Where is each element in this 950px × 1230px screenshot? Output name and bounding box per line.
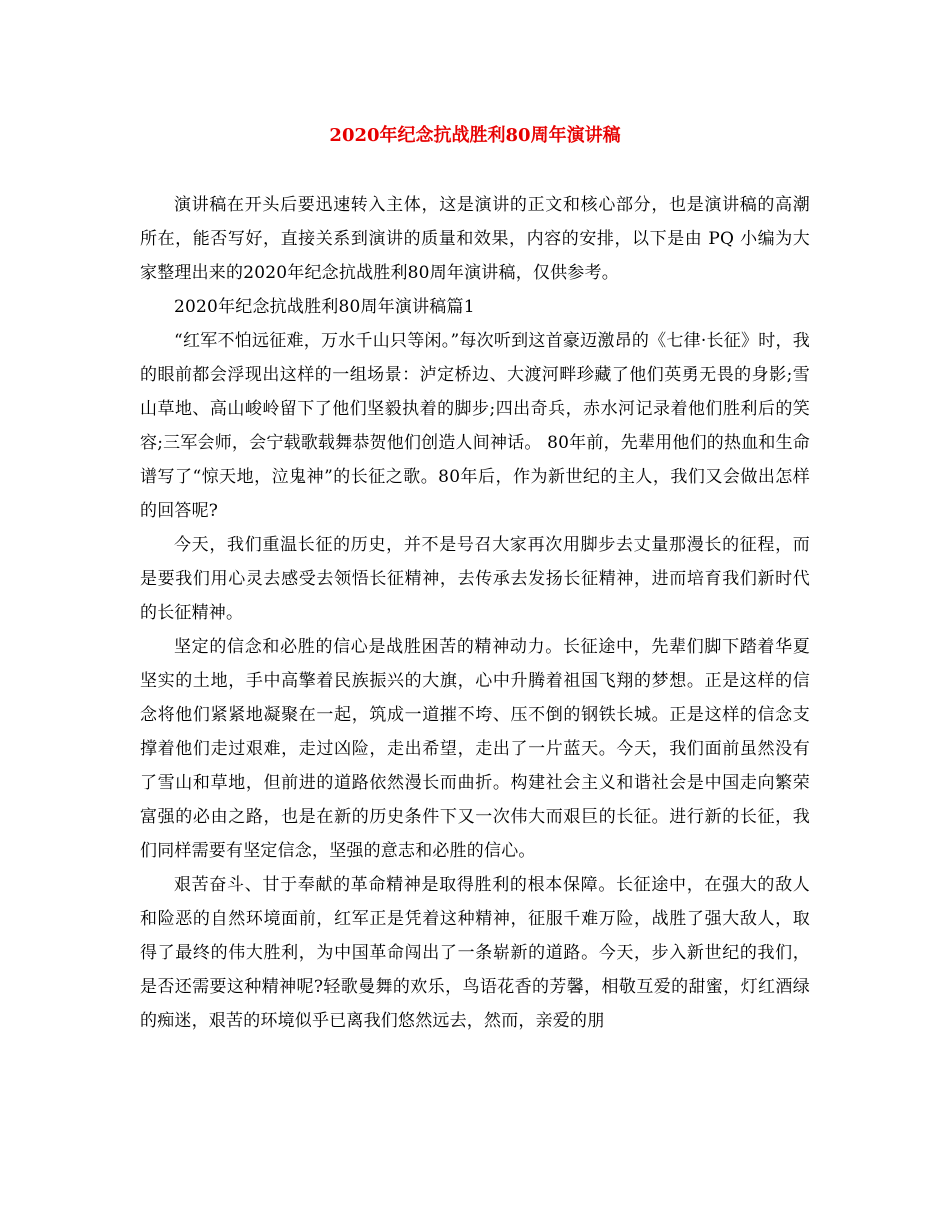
section-heading: 2020年纪念抗战胜利80周年演讲稿篇1 (174, 297, 475, 317)
body-paragraph: “红军不怕远征难，万水千山只等闲。”每次听到这首豪迈激昂的《七律·长征》时，我的眼前都会浮现出这样的一组场景：泸定桥边、大渡河畔珍藏了他们英勇无畏的身影;雪山草地、高山峻岭留下了他们坚毅执着的脚步;四出奇兵，赤水河记录着他们胜利后的笑容;三军会师，会宁载歌载舞恭贺他们创造人间神话。 80年前，先辈用他们的热血和生命谱写了“惊天地，泣鬼神”的长征之歌。80年后，作为新世纪的主人，我们又会做出怎样的回答呢? (140, 331, 810, 521)
document-body (140, 188, 810, 1038)
body-paragraph: 坚定的信念和必胜的信心是战胜困苦的精神动力。长征途中，先辈们脚下踏着华夏坚实的土地，手中高擎着民族振兴的大旗，心中升腾着祖国飞翔的梦想。正是这样的信念将他们紧紧地凝聚在一起，筑成一道摧不垮、压不倒的钢铁长城。正是这样的信念支撑着他们走过艰难，走过凶险，走出希望，走出了一片蓝天。今天，我们面前虽然没有了雪山和草地，但前进的道路依然漫长而曲折。构建社会主义和谐社会是中国走向繁荣富强的必由之路，也是在新的历史条件下又一次伟大而艰巨的长征。进行新的长征，我们同样需要有坚定信念，坚强的意志和必胜的信心。 (140, 637, 810, 861)
body-paragraph: 今天，我们重温长征的历史，并不是号召大家再次用脚步去丈量那漫长的征程，而是要我们用心灵去感受去领悟长征精神，去传承去发扬长征精神，进而培育我们新时代的长征精神。 (140, 535, 810, 623)
document-title: 2020年纪念抗战胜利80周年演讲稿 (329, 125, 621, 146)
body-paragraph: 演讲稿在开头后要迅速转入主体，这是演讲的正文和核心部分，也是演讲稿的高潮所在，能否写好，直接关系到演讲的质量和效果，内容的安排，以下是由 PQ 小编为大家整理出来的2020年纪念抗战胜利80周年演讲稿，仅供参考。 (140, 195, 810, 283)
body-paragraph: 艰苦奋斗、甘于奉献的革命精神是取得胜利的根本保障。长征途中，在强大的敌人和险恶的自然环境面前，红军正是凭着这种精神，征服千难万险，战胜了强大敌人，取得了最终的伟大胜利，为中国革命闯出了一条崭新的道路。今天，步入新世纪的我们，是否还需要这种精神呢?轻歌曼舞的欢乐，鸟语花香的芳馨，相敬互爱的甜蜜，灯红酒绿的痴迷，艰苦的环境似乎已离我们悠然远去，然而，亲爱的朋 (140, 875, 810, 1031)
